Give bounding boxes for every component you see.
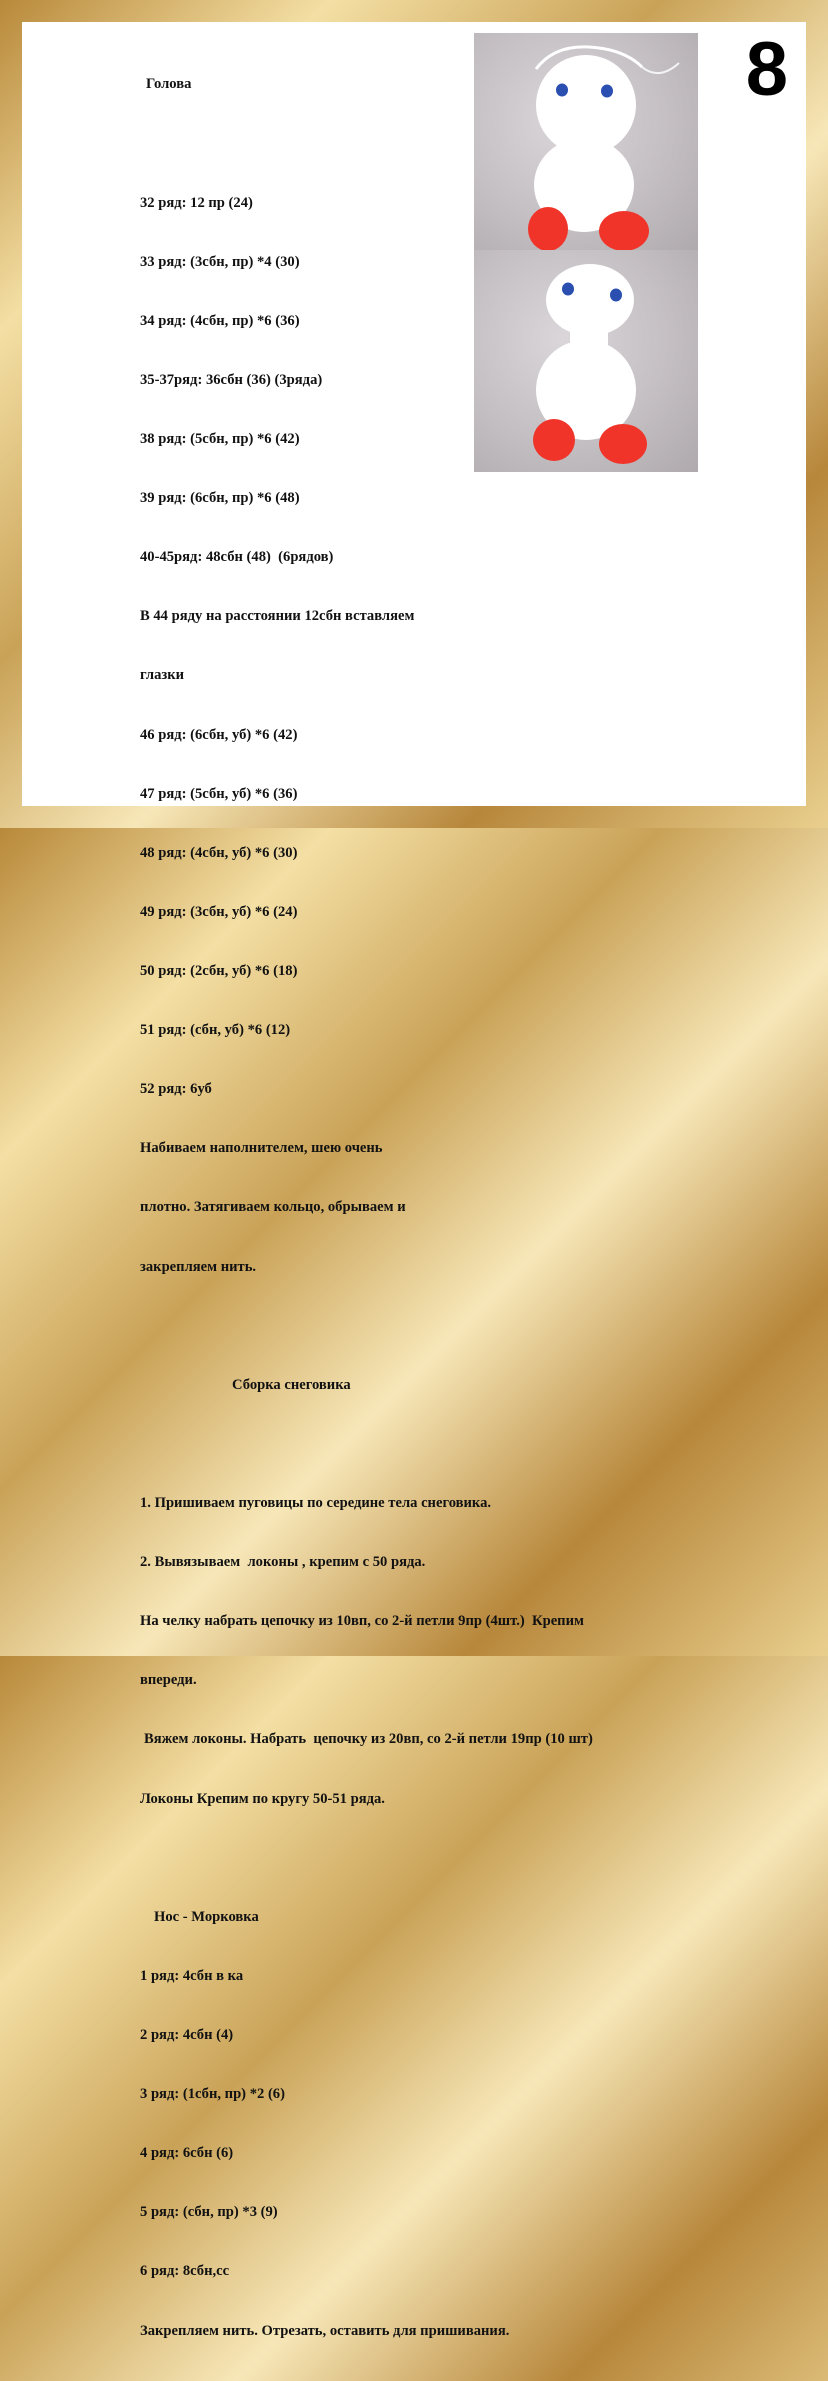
yarn-tail <box>642 63 679 73</box>
nose-row: 3 ряд: (1сбн, пр) *2 (6) <box>140 2086 285 2103</box>
assembly-line: впереди. <box>140 1672 197 1689</box>
nose-row: Закрепляем нить. Отрезать, оставить для пришивания. <box>140 2322 510 2339</box>
head-row: закрепляем нить. <box>140 1258 257 1275</box>
foot-right <box>599 424 647 464</box>
head-row: 50 ряд: (2сбн, уб) *6 (18) <box>140 963 298 980</box>
assembly-line: Локоны Крепим по кругу 50-51 ряда. <box>140 1790 385 1807</box>
foot-right <box>599 211 649 251</box>
head-row: Набиваем наполнителем, шею очень <box>140 1140 383 1157</box>
eye-left <box>562 283 574 296</box>
head-row: 51 ряд: (сбн, уб) *6 (12) <box>140 1022 291 1039</box>
head-section-title: Голова <box>146 76 192 93</box>
assembly-line: 2. Вывязываем локоны , крепим с 50 ряда. <box>140 1554 426 1571</box>
foot-left <box>533 419 575 461</box>
snowman-illustration <box>474 33 698 253</box>
spacer <box>140 1849 610 1869</box>
foot-left <box>528 207 568 251</box>
eye-right <box>601 85 613 98</box>
spacer <box>140 1435 610 1455</box>
assembly-line: На челку набрать цепочку из 10вп, со 2-й петли 9пр (4шт.) Крепим <box>140 1613 584 1630</box>
head-row: 52 ряд: 6уб <box>140 1081 212 1098</box>
head-row: 35-37ряд: 36сбн (36) (3ряда) <box>140 371 323 388</box>
nose-row: 6 ряд: 8сбн,сс <box>140 2263 230 2280</box>
nose-row: 4 ряд: 6сбн (6) <box>140 2145 234 2162</box>
head-row: 32 ряд: 12 пр (24) <box>140 194 253 211</box>
nose-row: 5 ряд: (сбн, пр) *3 (9) <box>140 2204 278 2221</box>
head-row: 48 ряд: (4сбн, уб) *6 (30) <box>140 844 298 861</box>
head-row: 46 ряд: (6сбн, уб) *6 (42) <box>140 726 298 743</box>
eye-left <box>556 84 568 97</box>
assembly-line: Вяжем локоны. Набрать цепочку из 20вп, со 2-й петли 19пр (10 шт) <box>144 1731 593 1748</box>
head-row: 34 ряд: (4сбн, пр) *6 (36) <box>140 312 300 329</box>
spacer <box>140 1317 610 1337</box>
head-row: глазки <box>140 667 185 684</box>
head-row: 39 ряд: (6сбн, пр) *6 (48) <box>140 490 300 507</box>
snowman-neck <box>560 131 610 161</box>
nose-section-title: Нос - Морковка <box>154 1908 259 1925</box>
head-row: 40-45ряд: 48сбн (48) (6рядов) <box>140 549 334 566</box>
snowman-photo-bottom <box>474 250 698 472</box>
head-row: 49 ряд: (3сбн, уб) *6 (24) <box>140 903 298 920</box>
head-row: 47 ряд: (5сбн, уб) *6 (36) <box>140 785 298 802</box>
head-row: В 44 ряду на расстоянии 12сбн вставляем <box>140 608 415 625</box>
assembly-section-title: Сборка снеговика <box>232 1376 351 1393</box>
page-number: 8 <box>745 27 788 112</box>
nose-row: 1 ряд: 4сбн в ка <box>140 1967 244 1984</box>
eye-right <box>610 289 622 302</box>
head-row: 33 ряд: (3сбн, пр) *4 (30) <box>140 253 300 270</box>
pattern-page <box>22 22 806 2339</box>
assembly-line: 1. Пришиваем пуговицы по середине тела снеговика. <box>140 1494 492 1511</box>
head-row: 38 ряд: (5сбн, пр) *6 (42) <box>140 431 300 448</box>
head-row: плотно. Затягиваем кольцо, обрываем и <box>140 1199 406 1216</box>
snowman-photo-top <box>474 33 698 253</box>
nose-row: 2 ряд: 4сбн (4) <box>140 2026 234 2043</box>
snowman-illustration <box>474 250 698 472</box>
